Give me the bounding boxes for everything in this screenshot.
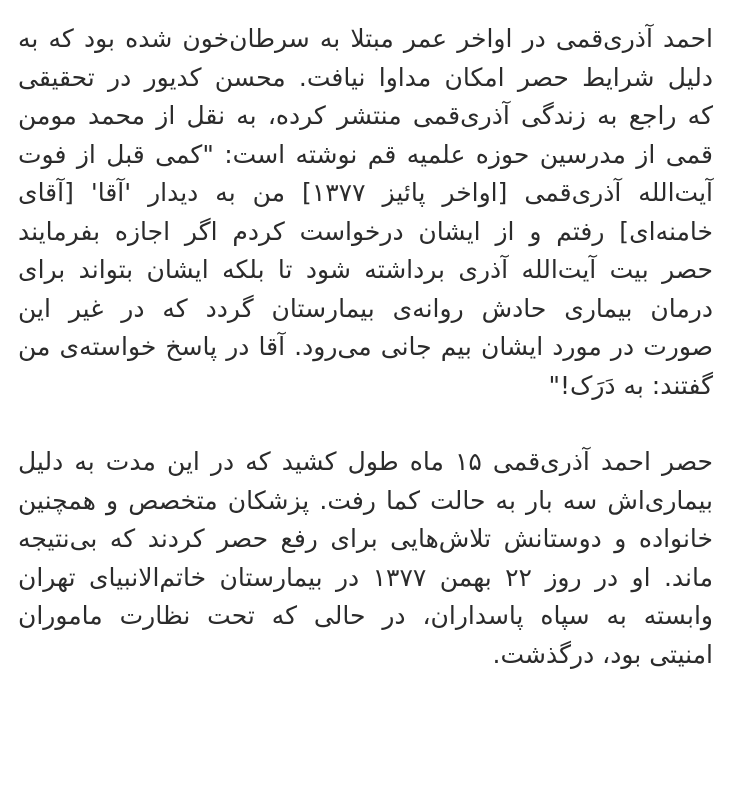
text-line: امنیتی بود، درگذشت.	[492, 639, 713, 669]
article-body	[18, 20, 713, 674]
text-line: صورت در مورد ایشان بیم جانی می‌رود. آقا در پاسخ خواسته‌ی من	[18, 332, 713, 361]
text-line: دلیل شرایط حصر امکان مداوا نیافت. محسن کدیور در تحقیقی	[18, 62, 713, 92]
paragraph-1	[18, 20, 713, 405]
text-line: بیماری‌اش سه بار به حالت کما رفت. پزشکان متخصص و همچنین	[18, 485, 713, 515]
text-line: آیت‌الله آذری‌قمی [اواخر پائیز ۱۳۷۷] من به دیدار 'آقا' [آقای	[18, 178, 713, 207]
text-line: خانواده و دوستانش تلاش‌هایی برای رفع حصر کردند که بی‌نتیجه	[18, 524, 713, 553]
text-line: حصر احمد آذری‌قمی ۱۵ ماه طول کشید که در این مدت به دلیل	[18, 447, 713, 476]
text-line: قمی از مدرسین حوزه علمیه قم نوشته است: "کمی قبل از فوت	[18, 139, 713, 169]
text-line: وابسته به سپاه پاسداران، در حالی که تحت نظارت ماموران	[18, 601, 713, 630]
text-line: گفتند: به دَرَک!"	[548, 370, 713, 400]
text-line: که راجع به زندگی آذری‌قمی منتشر کرده، به نقل از محمد مومن	[18, 101, 713, 130]
text-line: ماند. او در روز ۲۲ بهمن ۱۳۷۷ در بیمارستان خاتم‌الانبیای تهران	[18, 562, 714, 592]
paragraph-2	[18, 443, 713, 674]
text-line: احمد آذری‌قمی در اواخر عمر مبتلا به سرطان‌خون شده بود که به	[18, 24, 713, 53]
text-line: خامنه‌ای] رفتم و از ایشان درخواست کردم اگر اجازه بفرمایند	[18, 216, 713, 246]
text-line: حصر بیت آیت‌الله آذری برداشته شود تا بلکه ایشان بتواند برای	[18, 255, 713, 284]
text-line: درمان بیماری حادش روانه‌ی بیمارستان گردد که در غیر این	[18, 293, 713, 323]
